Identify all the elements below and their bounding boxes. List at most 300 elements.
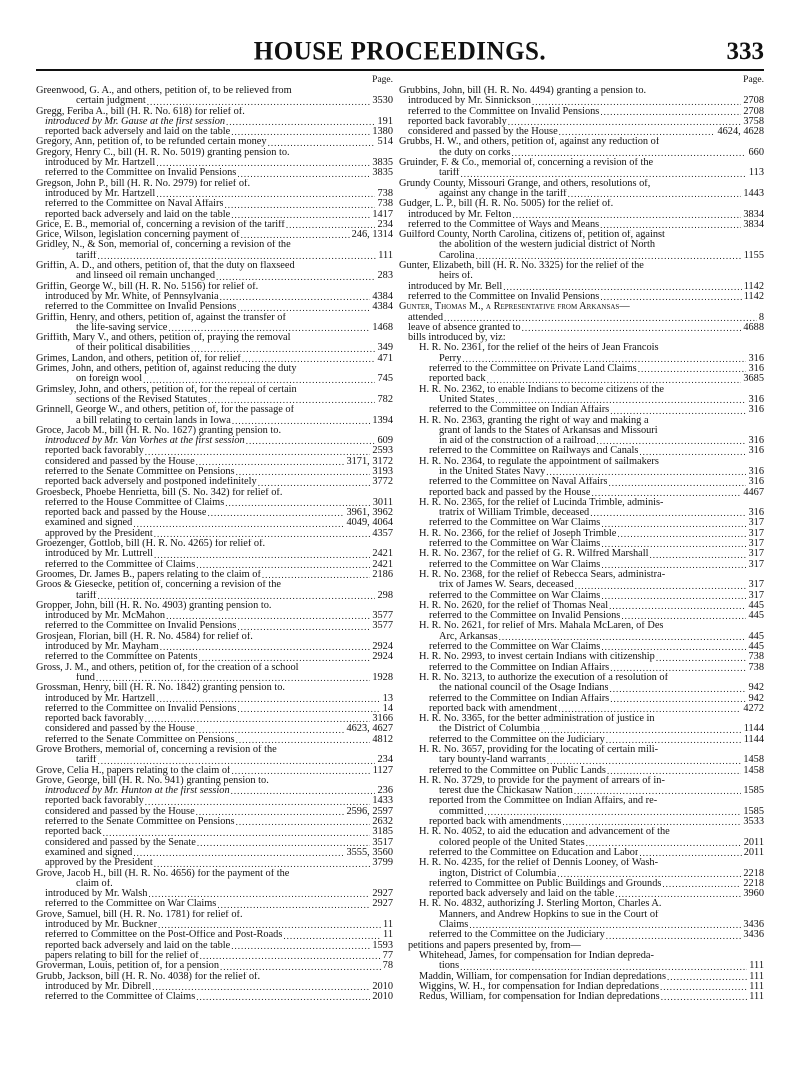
- entry-text: referred to the Committee on Invalid Pensions: [408, 291, 600, 302]
- entry-page-ref: 3834: [743, 208, 764, 220]
- entry-text: the life-saving service: [76, 322, 168, 333]
- index-entry: [36, 395, 393, 405]
- dot-leader: [240, 230, 350, 240]
- index-entry: [36, 817, 393, 827]
- dot-leader: [146, 96, 371, 106]
- index-entry: [36, 766, 393, 776]
- dot-leader: [230, 766, 370, 776]
- index-entry: [36, 807, 393, 817]
- index-entry: [36, 560, 393, 570]
- index-entry: [399, 848, 764, 858]
- entry-text: H. R. No. 2368, for the relief of Rebecca Sears, administra-: [419, 569, 666, 580]
- entry-page-ref: 782: [377, 393, 393, 405]
- page-number: 333: [726, 38, 764, 65]
- entry-page-ref: 3193: [372, 465, 393, 477]
- index-entry: [36, 210, 393, 220]
- entry-text: heirs of.: [439, 271, 473, 282]
- entry-text: approved by the President: [45, 858, 153, 869]
- entry-text: and linseed oil remain unchanged: [76, 271, 216, 282]
- index-entry: [36, 282, 393, 292]
- entry-text: referred to the Committee on War Claims: [429, 590, 601, 601]
- index-entry: [399, 972, 764, 982]
- index-entry: [399, 240, 764, 250]
- entry-page-ref: 1593: [372, 939, 393, 951]
- entry-text: reported back adversely and laid on the table: [429, 889, 615, 900]
- index-entry: [399, 601, 764, 611]
- dot-leader: [157, 920, 381, 930]
- entry-page-ref: 2011: [743, 846, 764, 858]
- entry-text: reported back favorably: [45, 446, 144, 457]
- dot-leader: [609, 405, 746, 415]
- index-entry: [399, 261, 764, 271]
- entry-page-ref: 3685: [743, 373, 764, 385]
- dot-leader: [531, 96, 741, 106]
- index-entry: [36, 591, 393, 601]
- entry-page-ref: 8: [758, 311, 764, 323]
- entry-page-ref: 317: [748, 527, 764, 539]
- entry-text: Manners, and Andrew Hopkins to sue in the Court of: [439, 909, 659, 920]
- entry-text: considered and passed by the House: [45, 456, 195, 467]
- index-entry: [399, 405, 764, 415]
- index-entry: [36, 951, 393, 961]
- entry-page-ref: 738: [377, 187, 393, 199]
- dot-leader: [155, 189, 375, 199]
- index-entry: [399, 817, 764, 827]
- index-entry: [399, 107, 764, 117]
- index-entry: [399, 457, 764, 467]
- dot-leader: [605, 735, 742, 745]
- entry-text: introduced by Mr. Sinnickson: [408, 96, 531, 107]
- index-entry: [36, 848, 393, 858]
- entry-text: the national council of the Osage Indians: [439, 683, 609, 694]
- entry-page-ref: 2924: [372, 651, 393, 663]
- dot-leader: [236, 704, 380, 714]
- entry-text: introduced by Mr. Buckner: [45, 920, 158, 931]
- entry-text: fund: [76, 672, 95, 683]
- entry-text: introduced by Mr. White, of Pennsylvania: [45, 291, 219, 302]
- dot-leader: [637, 364, 747, 374]
- index-entry: [36, 333, 393, 343]
- index-entry: [399, 621, 764, 631]
- index-entry: [399, 374, 764, 384]
- index-entry: [36, 426, 393, 436]
- entry-page-ref: 317: [748, 558, 764, 570]
- entry-text: referred to the Committee on Invalid Pensions: [45, 302, 237, 313]
- dot-leader: [223, 199, 375, 209]
- index-entry: [399, 961, 764, 971]
- entry-page-ref: 3436: [743, 919, 764, 931]
- entry-text: referred to the Committee on the Judiciary: [429, 930, 605, 941]
- entry-text: introduced by Mr. Gause at the first session: [45, 116, 226, 127]
- entry-text: Wiggins, W. H., for compensation for Indian depredations: [419, 981, 660, 992]
- dot-leader: [132, 518, 344, 528]
- entry-text: colored people of the United States: [439, 837, 585, 848]
- index-entry: [36, 621, 393, 631]
- entry-text: referred to the Committee on Indian Affairs: [429, 662, 610, 673]
- dot-leader: [235, 467, 371, 477]
- index-entry: [36, 724, 393, 734]
- entry-page-ref: 2010: [372, 980, 393, 992]
- index-entry: [36, 642, 393, 652]
- index-entry: [399, 642, 764, 652]
- entry-page-ref: 942: [748, 682, 764, 694]
- entry-text: tariff: [76, 250, 97, 261]
- index-entry: [399, 333, 764, 343]
- dot-leader: [649, 549, 747, 559]
- dot-leader: [225, 117, 375, 127]
- dot-leader: [147, 889, 370, 899]
- dot-leader: [558, 127, 716, 137]
- entry-page-ref: 2596, 2597: [346, 805, 393, 817]
- entry-text: Groomes, Dr. James B., papers relating to the claim of: [36, 569, 261, 580]
- index-entry: [36, 292, 393, 302]
- entry-text: Gunter, Thomas M., a Representative from Arkansas—: [399, 302, 630, 313]
- entry-page-ref: 1380: [372, 126, 393, 138]
- entry-page-ref: 1443: [743, 187, 764, 199]
- entry-text: reported back favorably: [45, 714, 144, 725]
- entry-text: Grove, Jacob H., bill (H. R. No. 4656) for the payment of the: [36, 868, 290, 879]
- index-entry: [36, 910, 393, 920]
- index-entry: [399, 889, 764, 899]
- index-entry: [36, 529, 393, 539]
- index-entry: [36, 354, 393, 364]
- index-entry: [399, 755, 764, 765]
- entry-page-ref: 1585: [743, 805, 764, 817]
- index-entry: [36, 652, 393, 662]
- entry-text: introduced by Mr. Dibrell: [45, 981, 152, 992]
- dot-leader: [144, 796, 371, 806]
- entry-page-ref: 236: [377, 785, 393, 797]
- dot-leader: [605, 930, 742, 940]
- entry-text: reported back favorably: [408, 116, 507, 127]
- index-entry: [36, 343, 393, 353]
- dot-leader: [600, 560, 746, 570]
- index-entry: [399, 498, 764, 508]
- entry-text: Grove, Celia H., papers relating to the claim of: [36, 765, 231, 776]
- entry-page-ref: 738: [748, 651, 764, 663]
- entry-text: leave of absence granted to: [408, 322, 521, 333]
- entry-page-ref: 4623, 4627: [346, 723, 393, 735]
- entry-text: tions: [439, 961, 460, 972]
- index-entry: [399, 488, 764, 498]
- dot-leader: [483, 807, 741, 817]
- index-entry: [36, 261, 393, 271]
- index-entry: [399, 930, 764, 940]
- entry-page-ref: 3171, 3172: [346, 455, 393, 467]
- entry-text: H. R. No. 2363, granting the right of way and making a: [419, 415, 649, 426]
- entry-text: committed: [439, 806, 484, 817]
- entry-text: reported back and passed by the House: [45, 508, 207, 519]
- entry-page-ref: 1142: [743, 280, 764, 292]
- entry-text: of their political disabilities: [76, 343, 191, 354]
- index-entry: [36, 745, 393, 755]
- index-entry: [399, 879, 764, 889]
- entry-text: referred to the Committee on Private Land Claims: [429, 364, 637, 375]
- entry-page-ref: 3758: [743, 115, 764, 127]
- entry-text: Gregory, Ann, petition of, to be refunded certain money: [36, 137, 267, 148]
- entry-text: claim of.: [76, 878, 113, 889]
- entry-text: H. R. No. 3657, providing for the locating of certain mili-: [419, 745, 659, 755]
- index-entry: [36, 972, 393, 982]
- entry-text: referred to the Committee on Indian Affairs: [429, 405, 610, 416]
- dot-leader: [230, 210, 370, 220]
- dot-leader: [638, 446, 746, 456]
- entry-text: referred to the Senate Committee on Pensions: [45, 466, 235, 477]
- entry-text: against any change in the tariff: [439, 188, 567, 199]
- dot-leader: [195, 560, 370, 570]
- dot-leader: [245, 436, 376, 446]
- entry-page-ref: 3533: [743, 816, 764, 828]
- entry-text: terest due the Chickasaw Nation: [439, 786, 573, 797]
- entry-page-ref: 445: [748, 630, 764, 642]
- entry-page-ref: 2593: [372, 445, 393, 457]
- entry-page-ref: 4357: [372, 527, 393, 539]
- entry-page-ref: 1144: [743, 723, 764, 735]
- index-entry: [36, 776, 393, 786]
- entry-page-ref: 111: [749, 991, 764, 1003]
- entry-text: reported back favorably: [45, 796, 144, 807]
- index-entry: [399, 539, 764, 549]
- dot-leader: [599, 292, 741, 302]
- page-header: [36, 38, 764, 68]
- entry-text: introduced by Mr. Felton: [408, 209, 512, 220]
- dot-leader: [236, 168, 370, 178]
- entry-page-ref: 298: [377, 589, 393, 601]
- entry-page-ref: 4688: [743, 321, 764, 333]
- dot-leader: [167, 323, 370, 333]
- index-entry: [36, 869, 393, 879]
- entry-text: H. R. No. 2367, for the relief of G. R. Wilfred Marshall: [419, 549, 649, 560]
- index-entry: [36, 158, 393, 168]
- index-entry: [36, 992, 393, 1002]
- dot-leader: [607, 477, 746, 487]
- index-entry: [36, 930, 393, 940]
- index-entry: [399, 694, 764, 704]
- index-entry: [36, 168, 393, 178]
- entry-page-ref: 316: [748, 435, 764, 447]
- entry-text: referred to the Committee on War Claims: [429, 518, 601, 529]
- entry-text: considered and passed by the House: [408, 127, 558, 138]
- dot-leader: [494, 395, 746, 405]
- entry-text: Guilford County, North Carolina, citizens of, petition of, against: [399, 230, 665, 241]
- entry-text: Grubb, Jackson, bill (H. R. No. 4038) for the relief of.: [36, 971, 261, 982]
- index-entry: [36, 755, 393, 765]
- entry-page-ref: 317: [748, 517, 764, 529]
- entry-text: Groce, Jacob M., bill (H. R. No. 1627) granting pension to.: [36, 425, 282, 436]
- entry-page-ref: 4384: [372, 301, 393, 313]
- index-entry: [399, 251, 764, 261]
- entry-page-ref: 316: [748, 465, 764, 477]
- dot-leader: [521, 323, 742, 333]
- index-entry: [399, 704, 764, 714]
- left-index-column: [36, 74, 393, 1002]
- entry-text: H. R. No. 2993, to invest certain Indians with citizenship: [419, 652, 655, 663]
- entry-text: introduced by Mr. McMahon: [45, 611, 166, 622]
- entry-text: referred to the Committee of Ways and Means: [408, 219, 600, 230]
- entry-page-ref: 2927: [372, 888, 393, 900]
- entry-text: referred to Committee on Public Buildings and Grounds: [429, 878, 662, 889]
- index-entry: [399, 549, 764, 559]
- index-entry: [399, 591, 764, 601]
- entry-text: Grove, George, bill (H. R. No. 941) granting pension to.: [36, 775, 269, 786]
- entry-text: Gridley, N., & Son, memorial of, concerning a revision of the: [36, 240, 291, 251]
- entry-page-ref: 445: [748, 641, 764, 653]
- entry-page-ref: 1155: [743, 249, 764, 261]
- dot-leader: [567, 189, 742, 199]
- entry-text: Gudger, L. P., bill (H. R. No. 5005) for the relief of.: [399, 199, 614, 210]
- entry-page-ref: 234: [377, 218, 393, 230]
- index-entry: [399, 611, 764, 621]
- entry-text: referred to the Committee on War Claims: [429, 642, 601, 653]
- entry-page-ref: 111: [378, 249, 393, 261]
- dot-leader: [102, 827, 371, 837]
- dot-leader: [638, 848, 741, 858]
- entry-text: Greenwood, G. A., and others, petition of, to be relieved from: [36, 86, 292, 96]
- entry-text: Groos & Giesecke, petition of, concerning a revision of the: [36, 580, 282, 591]
- entry-text: introduced by Mr. Hartzell: [45, 693, 156, 704]
- index-entry: [399, 426, 764, 436]
- entry-page-ref: 317: [748, 548, 764, 560]
- dot-leader: [95, 673, 370, 683]
- index-entry: [399, 446, 764, 456]
- dot-leader: [282, 930, 381, 940]
- index-entry: [399, 992, 764, 1002]
- index-entry: [36, 302, 393, 312]
- index-entry: [36, 127, 393, 137]
- entry-text: tariff: [439, 168, 460, 179]
- entry-page-ref: 2218: [743, 877, 764, 889]
- dot-leader: [219, 292, 371, 302]
- entry-text: introduced by Mr. Hartzell: [45, 188, 156, 199]
- entry-page-ref: 4812: [372, 733, 393, 745]
- index-entry: [36, 899, 393, 909]
- entry-page-ref: 3960: [743, 888, 764, 900]
- entry-page-ref: 4624, 4628: [717, 126, 764, 138]
- dot-leader: [557, 704, 741, 714]
- dot-leader: [540, 724, 742, 734]
- entry-text: Grove, Samuel, bill (H. R. No. 1781) for relief of.: [36, 909, 243, 920]
- index-entry: [399, 343, 764, 353]
- entry-page-ref: 1468: [372, 321, 393, 333]
- entry-text: reported back with amendment: [429, 703, 558, 714]
- entry-text: a bill relating to certain lands in Iowa: [76, 415, 231, 426]
- dot-leader: [199, 951, 381, 961]
- entry-text: referred to the House Committee of Claims: [45, 497, 225, 508]
- index-entry: [36, 735, 393, 745]
- entry-page-ref: 191: [377, 115, 393, 127]
- entry-text: introduced by Mr. Luttrell: [45, 549, 154, 560]
- entry-text: introduced by Mr. Bell: [408, 281, 503, 292]
- entry-text: Griffin, Henry, and others, petition of, against the transfer of: [36, 312, 286, 323]
- entry-text: H. R. No. 4832, authorizing J. Sterling Morton, Charles A.: [419, 899, 662, 910]
- entry-page-ref: 234: [377, 754, 393, 766]
- index-entry: [399, 189, 764, 199]
- entry-page-ref: 349: [377, 342, 393, 354]
- index-entry: [36, 436, 393, 446]
- entry-text: Grimes, Landon, and others, petition of, for relief: [36, 353, 241, 364]
- index-entry: [36, 570, 393, 580]
- entry-text: referred to the Committee on Public Lands: [429, 765, 606, 776]
- entry-page-ref: 2421: [372, 548, 393, 560]
- index-entry: [36, 941, 393, 951]
- index-entry: [399, 858, 764, 868]
- entry-text: trix of James W. Sears, deceased: [439, 580, 574, 591]
- index-entry: [36, 477, 393, 487]
- index-entry: [399, 117, 764, 127]
- index-entry: [36, 920, 393, 930]
- dot-leader: [600, 518, 746, 528]
- dot-leader: [198, 652, 371, 662]
- entry-text: H. R. No. 4235, for the relief of Dennis Looney, of Wash-: [419, 858, 659, 869]
- index-entry: [399, 416, 764, 426]
- entry-page-ref: 2924: [372, 641, 393, 653]
- entry-text: bills introduced by, viz:: [408, 333, 506, 344]
- entry-text: referred to the Committee on Indian Affairs: [429, 693, 610, 704]
- entry-text: H. R. No. 2364, to regulate the appointment of sailmakers: [419, 456, 659, 467]
- index-entry: [36, 179, 393, 189]
- entry-text: Grossman, Henry, bill (H. R. No. 1842) granting pension to.: [36, 683, 285, 694]
- dot-leader: [590, 488, 741, 498]
- dot-leader: [216, 899, 370, 909]
- dot-leader: [153, 529, 371, 539]
- index-entry: [399, 271, 764, 281]
- index-entry: [36, 364, 393, 374]
- entry-text: Grove Brothers, memorial of, concerning a revision of the: [36, 745, 277, 755]
- index-entry: [399, 220, 764, 230]
- entry-text: referred to the Committee on Invalid Pensions: [45, 168, 237, 179]
- index-entry: [399, 920, 764, 930]
- entry-text: referred to the Committee on Naval Affairs: [45, 199, 224, 210]
- index-entry: [399, 827, 764, 837]
- dot-leader: [574, 580, 747, 590]
- entry-page-ref: 4384: [372, 290, 393, 302]
- dot-leader: [153, 858, 371, 868]
- entry-page-ref: 1127: [372, 764, 393, 776]
- dot-leader: [196, 838, 371, 848]
- entry-text: Griffin, George W., bill (H. R. No. 5156) for relief of.: [36, 281, 259, 292]
- entry-text: referred to Committee on the Post-Office and Post-Roads: [45, 930, 283, 941]
- index-entry: [36, 446, 393, 456]
- index-entry: [36, 827, 393, 837]
- entry-text: attended: [408, 312, 444, 323]
- entry-text: reported back: [45, 827, 102, 838]
- index-entry: [399, 302, 764, 312]
- entry-page-ref: 3166: [372, 713, 393, 725]
- entry-text: Gregg, Feriba A., bill (H. R. No. 618) for relief of.: [36, 106, 245, 117]
- index-entry: [399, 776, 764, 786]
- dot-leader: [230, 786, 376, 796]
- dot-leader: [600, 642, 746, 652]
- entry-text: Grundy County, Missouri Grange, and others, resolutions of,: [399, 178, 651, 189]
- index-entry: [399, 529, 764, 539]
- index-entry: [399, 127, 764, 137]
- entry-page-ref: 111: [749, 980, 764, 992]
- index-entry: [399, 96, 764, 106]
- dot-leader: [556, 869, 741, 879]
- entry-page-ref: 3799: [372, 857, 393, 869]
- entry-page-ref: 3577: [372, 610, 393, 622]
- dot-leader: [241, 354, 376, 364]
- entry-text: introduced by Mr. Hartzell: [45, 158, 156, 169]
- index-entry: [399, 899, 764, 909]
- entry-text: referred to the Senate Committee on Pensions: [45, 817, 235, 828]
- dot-leader: [97, 251, 377, 261]
- dot-leader: [511, 210, 741, 220]
- dot-leader: [155, 158, 370, 168]
- index-entry: [36, 405, 393, 415]
- entry-text: H. R. No. 2366, for the relief of Joseph Trimble: [419, 528, 617, 539]
- entry-text: Gruinder, F. & Co., memorial of, concerning a revision of the: [399, 158, 654, 169]
